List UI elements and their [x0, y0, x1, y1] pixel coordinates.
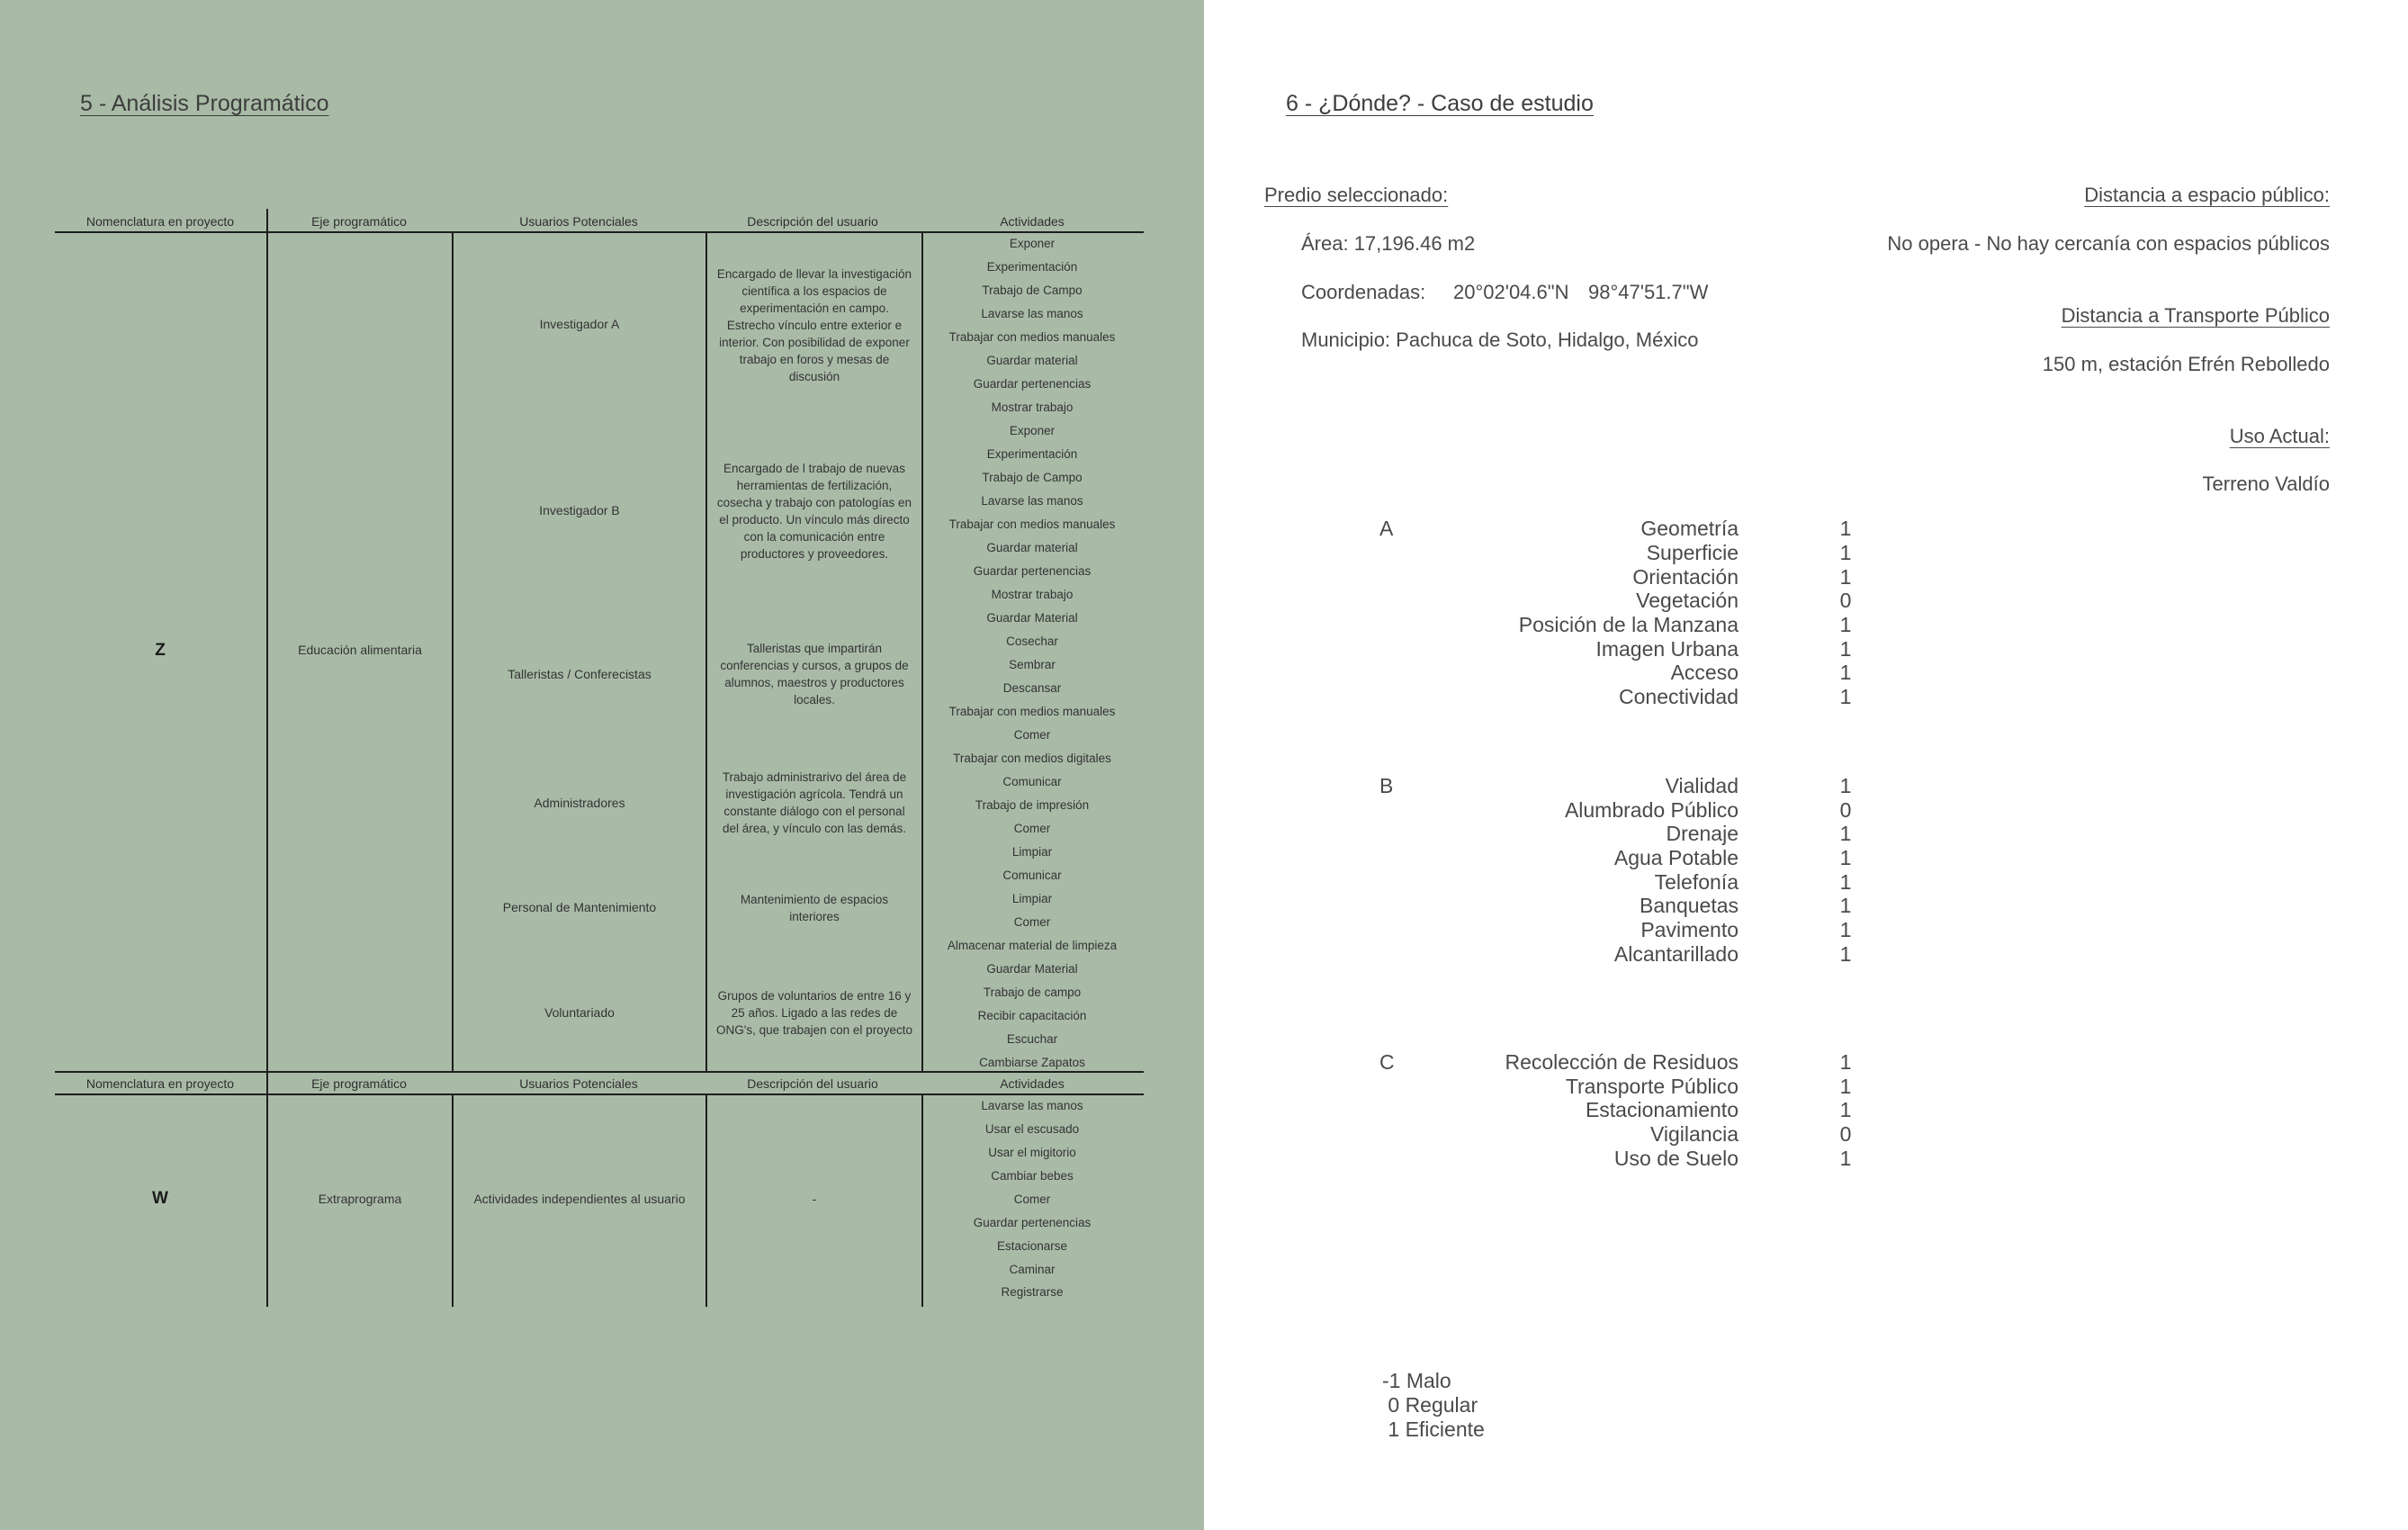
activity-item: Guardar pertenencias	[973, 377, 1092, 391]
dist-transporte-label: Distancia a Transporte Público	[2061, 304, 2330, 327]
criterion-score: 1	[1839, 918, 1852, 941]
activity-item: Recibir capacitación	[977, 1009, 1087, 1022]
criterion-label: Posición de la Manzana	[1518, 613, 1739, 636]
criterion-score: 1	[1839, 1050, 1852, 1074]
code-z: Z	[155, 641, 166, 660]
header-nomenclatura: Nomenclatura en proyecto	[85, 214, 235, 229]
activity-item: Experimentación	[986, 260, 1078, 274]
criterion-score: 1	[1839, 822, 1852, 845]
criterion-score: 1	[1839, 1098, 1852, 1121]
activity-item: Comer	[1013, 1192, 1051, 1206]
criterion-score: 0	[1839, 798, 1852, 822]
user-administradores: Administradores	[534, 796, 625, 810]
section-title-donde: 6 - ¿Dónde? - Caso de estudio	[1286, 91, 1594, 116]
legend-regular: 0 Regular	[1382, 1393, 1478, 1417]
code-w: W	[152, 1189, 168, 1208]
activity-item: Cambiarse Zapatos	[979, 1056, 1085, 1069]
desc-extraprograma: -	[812, 1192, 817, 1206]
criterion-label: Geometría	[1640, 517, 1739, 540]
activity-item: Lavarse las manos	[981, 307, 1083, 320]
criterion-label: Agua Potable	[1613, 846, 1739, 869]
criterion-label: Banquetas	[1640, 894, 1739, 917]
user-voluntariado: Voluntariado	[544, 1005, 615, 1020]
header-actividades: Actividades	[1000, 214, 1065, 229]
dist-publico-label: Distancia a espacio público:	[2084, 184, 2330, 206]
header-descripcion: Descripción del usuario	[747, 1076, 878, 1091]
criterion-label: Pavimento	[1640, 918, 1739, 941]
criterion-score: 1	[1839, 942, 1852, 966]
axis-extraprograma: Extraprograma	[318, 1192, 402, 1206]
activity-item: Almacenar material de limpieza	[947, 939, 1118, 952]
activity-item: Cosechar	[1006, 634, 1058, 648]
activity-item: Mostrar trabajo	[991, 400, 1074, 414]
activity-item: Trabajar con medios manuales	[948, 705, 1116, 718]
activity-item: Comunicar	[1002, 868, 1062, 882]
activity-item: Guardar material	[986, 354, 1078, 367]
criterion-label: Imagen Urbana	[1595, 637, 1739, 661]
criterion-label: Alcantarillado	[1613, 942, 1739, 966]
criterion-label: Telefonía	[1654, 870, 1739, 894]
activity-item: Trabajo de impresión	[975, 798, 1090, 812]
criterion-label: Drenaje	[1666, 822, 1739, 845]
activity-item: Comer	[1013, 728, 1051, 742]
criterion-label: Acceso	[1670, 661, 1739, 684]
predio-label: Predio seleccionado:	[1264, 184, 1449, 206]
header-rule	[55, 231, 1144, 233]
activity-item: Registrarse	[1001, 1285, 1064, 1299]
activity-item: Trabajar con medios manuales	[948, 330, 1116, 344]
user-investigador-a: Investigador A	[539, 317, 620, 331]
activity-item: Estacionarse	[996, 1239, 1068, 1253]
desc-mantenimiento: Mantenimiento de espacios interiores	[740, 893, 889, 923]
criterion-label: Superficie	[1646, 541, 1739, 564]
criterion-label: Conectividad	[1619, 685, 1739, 708]
table-header-w	[55, 1076, 1144, 1102]
activity-item: Comunicar	[1002, 775, 1062, 788]
user-actividades-independientes: Actividades independientes al usuario	[473, 1192, 686, 1206]
criterion-label: Alumbrado Público	[1564, 798, 1739, 822]
activity-item: Guardar Material	[986, 962, 1078, 976]
activity-item: Caminar	[1009, 1263, 1056, 1276]
activity-item: Escuchar	[1006, 1032, 1058, 1046]
criterion-score: 1	[1839, 894, 1852, 917]
activity-item: Trabajo de campo	[983, 986, 1082, 999]
column-divider	[266, 1071, 268, 1307]
activity-item: Guardar pertenencias	[973, 1216, 1092, 1229]
criterion-score: 1	[1839, 541, 1852, 564]
activity-item: Sembrar	[1009, 658, 1056, 671]
uso-actual-value: Terreno Valdío	[2202, 472, 2330, 495]
activity-item: Usar el migitorio	[988, 1146, 1076, 1159]
criterion-label: Recolección de Residuos	[1505, 1050, 1739, 1074]
criterion-score: 1	[1839, 613, 1852, 636]
activity-item: Comer	[1013, 915, 1051, 929]
criterion-score: 1	[1839, 870, 1852, 894]
activity-item: Exponer	[1009, 424, 1056, 437]
user-talleristas: Talleristas / Conferecistas	[508, 667, 651, 681]
section-title-analisis: 5 - Análisis Programático	[80, 91, 329, 116]
activity-item: Lavarse las manos	[981, 1099, 1083, 1112]
activity-item: Exponer	[1009, 237, 1056, 250]
activity-item: Trabajar con medios manuales	[948, 518, 1116, 531]
criterion-score: 0	[1839, 1122, 1852, 1146]
activity-item: Limpiar	[1011, 892, 1053, 905]
coords-w: 98°47'51.7"W	[1588, 281, 1709, 303]
activity-item: Cambiar bebes	[991, 1169, 1074, 1183]
desc-investigador-a: Encargado de llevar la investigación científica a los espacios de experimentación en campo. Estrecho vínculo entre exterior e interior. Con posibilidad de exponer trabajo en foros y mesas de discusión	[716, 267, 912, 383]
criterion-label: Transporte Público	[1565, 1075, 1739, 1098]
header-eje: Eje programático	[311, 214, 407, 229]
header-eje: Eje programático	[311, 1076, 407, 1091]
criterion-label: Vialidad	[1665, 774, 1739, 797]
activity-item: Guardar pertenencias	[973, 564, 1092, 578]
desc-voluntariado: Grupos de voluntarios de entre 16 y 25 años. Ligado a las redes de ONG's, que trabajen con el proyecto	[716, 989, 912, 1037]
header-descripcion: Descripción del usuario	[747, 214, 878, 229]
header-actividades: Actividades	[1000, 1076, 1065, 1091]
legend-malo: -1 Malo	[1382, 1369, 1451, 1392]
activity-item: Limpiar	[1011, 845, 1053, 859]
activity-item: Guardar material	[986, 541, 1078, 554]
activity-item: Experimentación	[986, 447, 1078, 461]
user-investigador-b: Investigador B	[539, 503, 620, 518]
column-divider	[266, 209, 268, 1071]
column-divider	[452, 231, 454, 1071]
municipio-value: Municipio: Pachuca de Soto, Hidalgo, México	[1301, 328, 1699, 351]
header-rule	[55, 1094, 1144, 1095]
criterion-score: 1	[1839, 846, 1852, 869]
activity-item: Lavarse las manos	[981, 494, 1083, 508]
criterion-label: Vigilancia	[1649, 1122, 1739, 1146]
criterion-score: 1	[1839, 1147, 1852, 1170]
criterion-score: 0	[1839, 589, 1852, 612]
table-header-z	[55, 214, 1144, 239]
header-nomenclatura: Nomenclatura en proyecto	[85, 1076, 235, 1091]
activity-item: Trabajar con medios digitales	[953, 752, 1111, 765]
activity-item: Trabajo de Campo	[982, 284, 1083, 297]
activity-item: Comer	[1013, 822, 1051, 835]
legend-eficiente: 1 Eficiente	[1382, 1418, 1485, 1441]
user-mantenimiento: Personal de Mantenimiento	[502, 900, 657, 914]
criterion-score: 1	[1839, 517, 1852, 540]
header-usuarios: Usuarios Potenciales	[519, 1076, 638, 1091]
criterion-label: Orientación	[1632, 565, 1739, 589]
coords-label: Coordenadas:	[1301, 281, 1426, 303]
desc-administradores: Trabajo administrarivo del área de investigación agrícola. Tendrá un constante diálogo con el personal del área, y vínculo con las demás.	[722, 770, 907, 835]
criterion-label: Vegetación	[1636, 589, 1739, 612]
header-usuarios: Usuarios Potenciales	[519, 214, 638, 229]
criterion-label: Uso de Suelo	[1613, 1147, 1739, 1170]
criterion-score: 1	[1839, 661, 1852, 684]
activity-item: Descansar	[1002, 681, 1062, 695]
desc-talleristas: Talleristas que impartirán conferencias y cursos, a grupos de alumnos, maestros y productores locales.	[720, 642, 909, 706]
criterion-score: 1	[1839, 1075, 1852, 1098]
activity-item: Guardar Material	[986, 611, 1078, 625]
criterion-score: 1	[1839, 685, 1852, 708]
axis-educacion: Educación alimentaria	[298, 643, 422, 657]
group-letter-c: C	[1379, 1050, 1395, 1074]
dist-publico-value: No opera - No hay cercanía con espacios públicos	[1887, 232, 2330, 255]
section-rule	[55, 1071, 1144, 1073]
group-letter-a: A	[1379, 517, 1394, 540]
criterion-score: 1	[1839, 565, 1852, 589]
activity-item: Usar el escusado	[984, 1122, 1080, 1136]
activity-item: Mostrar trabajo	[991, 588, 1074, 601]
criterion-label: Estacionamiento	[1585, 1098, 1739, 1121]
group-letter-b: B	[1379, 774, 1394, 797]
criterion-score: 1	[1839, 637, 1852, 661]
dist-transporte-value: 150 m, estación Efrén Rebolledo	[2042, 353, 2330, 375]
desc-investigador-b: Encargado de l trabajo de nuevas herramientas de fertilización, cosecha y trabajo con patologías en el producto. Un vínculo más directo con la comunicación entre productores y proveedores.	[716, 462, 912, 561]
area-value: Área: 17,196.46 m2	[1301, 232, 1476, 255]
criterion-score: 1	[1839, 774, 1852, 797]
coords-n: 20°02'04.6"N	[1453, 281, 1569, 303]
activity-item: Trabajo de Campo	[982, 471, 1083, 484]
uso-actual-label: Uso Actual:	[2229, 425, 2330, 447]
